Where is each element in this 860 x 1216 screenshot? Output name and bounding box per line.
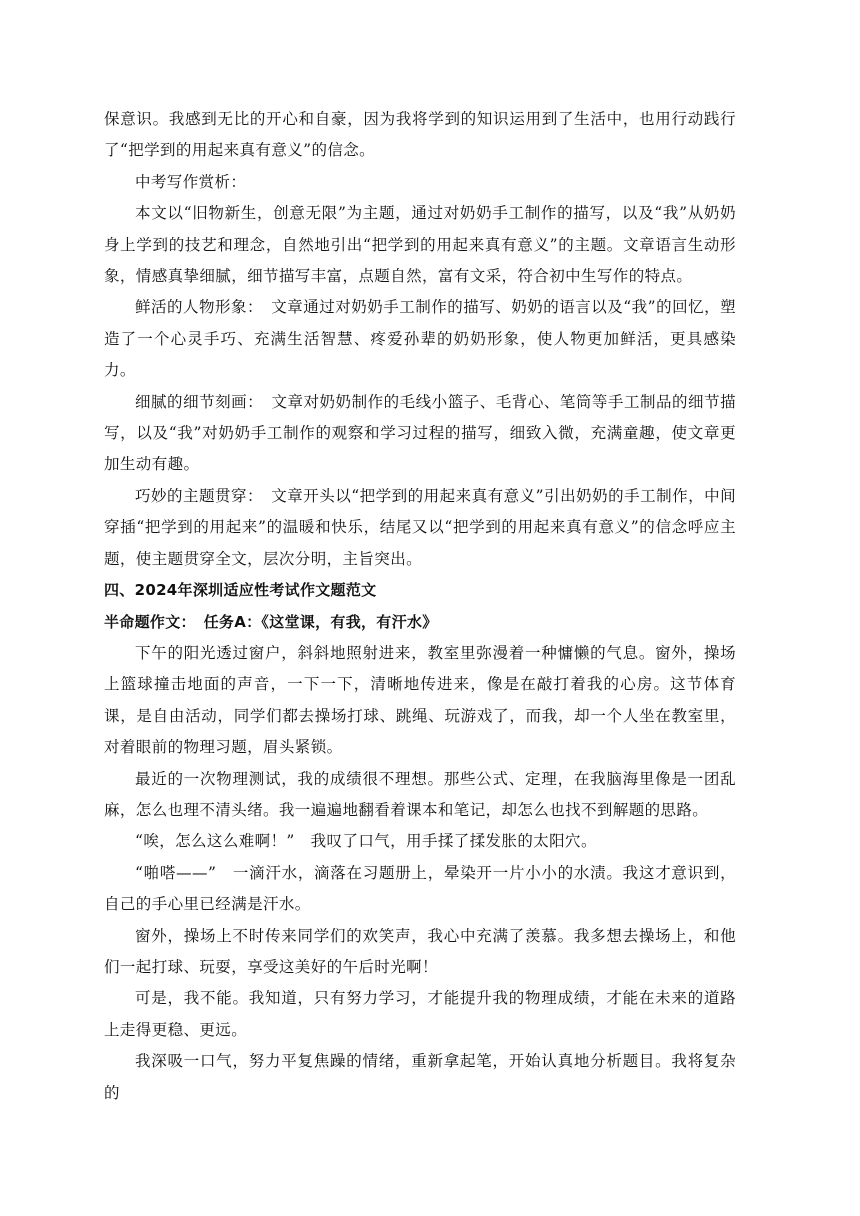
essay-paragraph: 可是，我不能。我知道，只有努力学习，才能提升我的物理成绩，才能在未来的道路上走得更稳、更远。 — [104, 989, 736, 1039]
essay-paragraph: 下午的阳光透过窗户，斜斜地照射进来，教室里弥漫着一种慵懒的气息。窗外，操场上篮球撞击地面的声音，一下一下，清晰地传进来，像是在敲打着我的心房。这节体育课，是自由活动，同学们都去操场打球、跳绳、玩游戏了，而我，却一个人坐在教室里，对着眼前的物理习题，眉头紧锁。 — [104, 643, 736, 757]
task-heading: 半命题作文： 任务A：《这堂课，有我，有汗水》 — [104, 612, 438, 631]
essay-paragraph: 窗外，操场上不时传来同学们的欢笑声，我心中充满了羡慕。我多想去操场上，和他们一起打球、玩耍，享受这美好的午后时光啊！ — [104, 926, 736, 976]
detail-paragraph — [104, 387, 736, 481]
essay-paragraph: “唉，怎么这么难啊！” 我叹了口气，用手揉了揉发胀的太阳穴。 — [135, 832, 597, 851]
document-page — [104, 104, 736, 1109]
essay-paragraph: “啪嗒——” 一滴汗水，滴落在习题册上，晕染开一片小小的水渍。我这才意识到，自己的手心里已经满是汗水。 — [104, 863, 736, 914]
character-paragraph — [104, 292, 736, 386]
appreciation-label: 中考写作赏析： — [135, 172, 247, 191]
detail-text: 文章对奶奶制作的毛线小篮子、毛背心、笔筒等手工制品的细节描写，以及“我”对奶奶手工制作的观察和学习过程的描写，细致入微，充满童趣，使文章更加生动有趣。 — [104, 392, 736, 474]
character-text: 文章通过对奶奶手工制作的描写、奶奶的语言以及“我”的回忆，塑造了一个心灵手巧、充满生活智慧、疼爱孙辈的奶奶形象，使人物更加鲜活，更具感染力。 — [104, 298, 736, 380]
theme-label: 巧妙的主题贯穿： — [135, 486, 256, 505]
theme-text: 文章开头以“把学到的用起来真有意义”引出奶奶的手工制作，中间穿插“把学到的用起来”的温暖和快乐，结尾又以“把学到的用起来真有意义”的信念呼应主题，使主题贯穿全文，层次分明，主旨突出。 — [104, 486, 736, 568]
appreciation-body: 本文以“旧物新生，创意无限”为主题，通过对奶奶手工制作的描写，以及“我”从奶奶身上学到的技艺和理念，自然地引出“把学到的用起来真有意义”的主题。文章语言生动形象，情感真挚细腻，细节描写丰富，点题自然，富有文采，符合初中生写作的特点。 — [104, 204, 736, 286]
essay-paragraph: 最近的一次物理测试，我的成绩很不理想。那些公式、定理，在我脑海里像是一团乱麻，怎么也理不清头绪。我一遍遍地翻看着课本和笔记，却怎么也找不到解题的思路。 — [104, 769, 736, 819]
character-label: 鲜活的人物形象： — [135, 298, 256, 317]
detail-label: 细腻的细节刻画： — [135, 392, 256, 411]
theme-paragraph — [104, 481, 736, 575]
essay-paragraph: 我深吸一口气，努力平复焦躁的情绪，重新拿起笔，开始认真地分析题目。我将复杂的 — [104, 1052, 736, 1102]
section-heading: 四、2024年深圳适应性考试作文题范文 — [104, 581, 377, 600]
continued-paragraph: 保意识。我感到无比的开心和自豪，因为我将学到的知识运用到了生活中，也用行动践行了“把学到的用起来真有意义”的信念。 — [104, 110, 736, 160]
